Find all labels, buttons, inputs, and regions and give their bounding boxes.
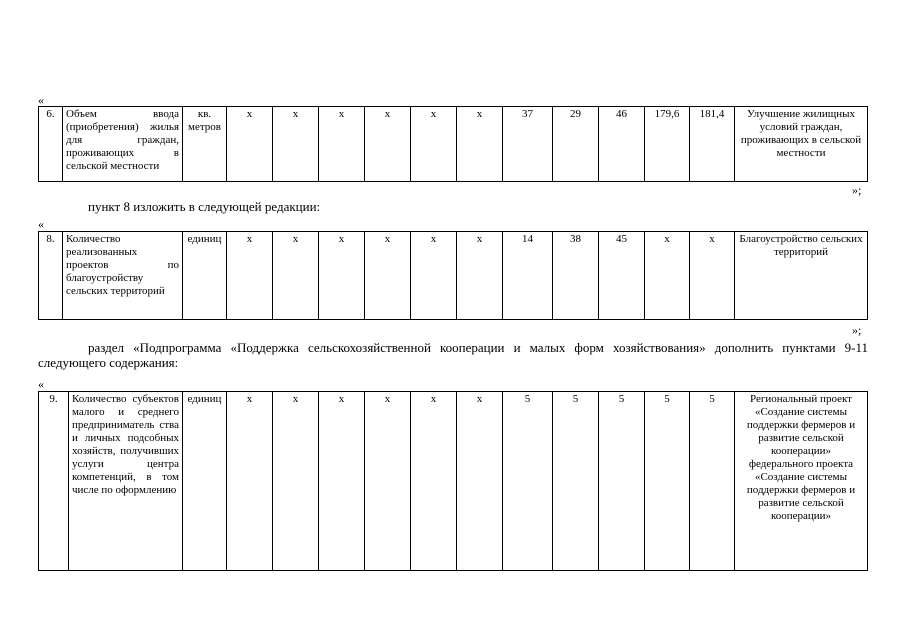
table-row-8 bbox=[38, 231, 868, 320]
value-cell: 14 bbox=[503, 232, 553, 320]
value-cell: х bbox=[273, 392, 319, 571]
value-cell: х bbox=[227, 107, 273, 182]
value-cell: х bbox=[273, 107, 319, 182]
open-quote-1: « bbox=[38, 93, 44, 107]
unit-cell: единиц bbox=[183, 392, 227, 571]
result-cell: Благоустройство сельских территорий bbox=[735, 232, 868, 320]
value-cell: 5 bbox=[599, 392, 645, 571]
row-number: 6. bbox=[39, 107, 63, 182]
open-quote-3: « bbox=[38, 377, 44, 391]
value-cell: х bbox=[227, 392, 273, 571]
result-cell: Улучшение жилищных условий граждан, проживающих в сельской местности bbox=[735, 107, 868, 182]
value-cell: х bbox=[690, 232, 735, 320]
value-cell: 179,6 bbox=[645, 107, 690, 182]
open-quote-2: « bbox=[38, 217, 44, 231]
value-cell: 46 bbox=[599, 107, 645, 182]
value-cell: 5 bbox=[553, 392, 599, 571]
value-cell: х bbox=[645, 232, 690, 320]
table-row bbox=[39, 107, 868, 182]
paragraph-1: пункт 8 изложить в следующей редакции: bbox=[88, 199, 321, 214]
indicator-name: Количество субъектов малого и среднего предприниматель ства и личных подсобных хозяйств, получивших услуги центра компетенций, в том числе по оформлению bbox=[69, 392, 183, 571]
indicator-name: Количество реализованных проектов по благоустройству сельских территорий bbox=[63, 232, 183, 320]
unit-cell: кв. метров bbox=[183, 107, 227, 182]
value-cell: 29 bbox=[553, 107, 599, 182]
value-cell: х bbox=[457, 107, 503, 182]
value-cell: х bbox=[457, 392, 503, 571]
value-cell: 37 bbox=[503, 107, 553, 182]
value-cell: 5 bbox=[645, 392, 690, 571]
close-quote-1: »; bbox=[852, 183, 862, 197]
value-cell: 45 bbox=[599, 232, 645, 320]
close-quote-2: »; bbox=[852, 323, 862, 337]
value-cell: х bbox=[319, 107, 365, 182]
value-cell: х bbox=[411, 107, 457, 182]
value-cell: х bbox=[411, 392, 457, 571]
row-number: 9. bbox=[39, 392, 69, 571]
value-cell: х bbox=[319, 392, 365, 571]
value-cell: х bbox=[273, 232, 319, 320]
table-row-6 bbox=[38, 106, 868, 182]
value-cell: х bbox=[227, 232, 273, 320]
value-cell: 5 bbox=[690, 392, 735, 571]
value-cell: х bbox=[319, 232, 365, 320]
paragraph-2: раздел «Подпрограмма «Поддержка сельскохозяйственной кооперации и малых форм хозяйствования» дополнить пунктами 9-11 следующего содержания: bbox=[38, 340, 868, 370]
value-cell: 38 bbox=[553, 232, 599, 320]
row-number: 8. bbox=[39, 232, 63, 320]
table-row-9 bbox=[38, 391, 868, 571]
result-cell: Региональный проект «Создание системы поддержки фермеров и развитие сельской кооперации» федерального проекта «Создание системы поддержки фермеров и развитие сельской кооперации» bbox=[735, 392, 868, 571]
value-cell: х bbox=[457, 232, 503, 320]
value-cell: х bbox=[365, 392, 411, 571]
indicator-name: Объем ввода (приобретения) жилья для граждан, проживающих в сельской местности bbox=[63, 107, 183, 182]
value-cell: х bbox=[365, 107, 411, 182]
value-cell: х bbox=[411, 232, 457, 320]
value-cell: 181,4 bbox=[690, 107, 735, 182]
unit-cell: единиц bbox=[183, 232, 227, 320]
value-cell: х bbox=[365, 232, 411, 320]
table-row bbox=[39, 232, 868, 320]
value-cell: 5 bbox=[503, 392, 553, 571]
table-row bbox=[39, 392, 868, 571]
